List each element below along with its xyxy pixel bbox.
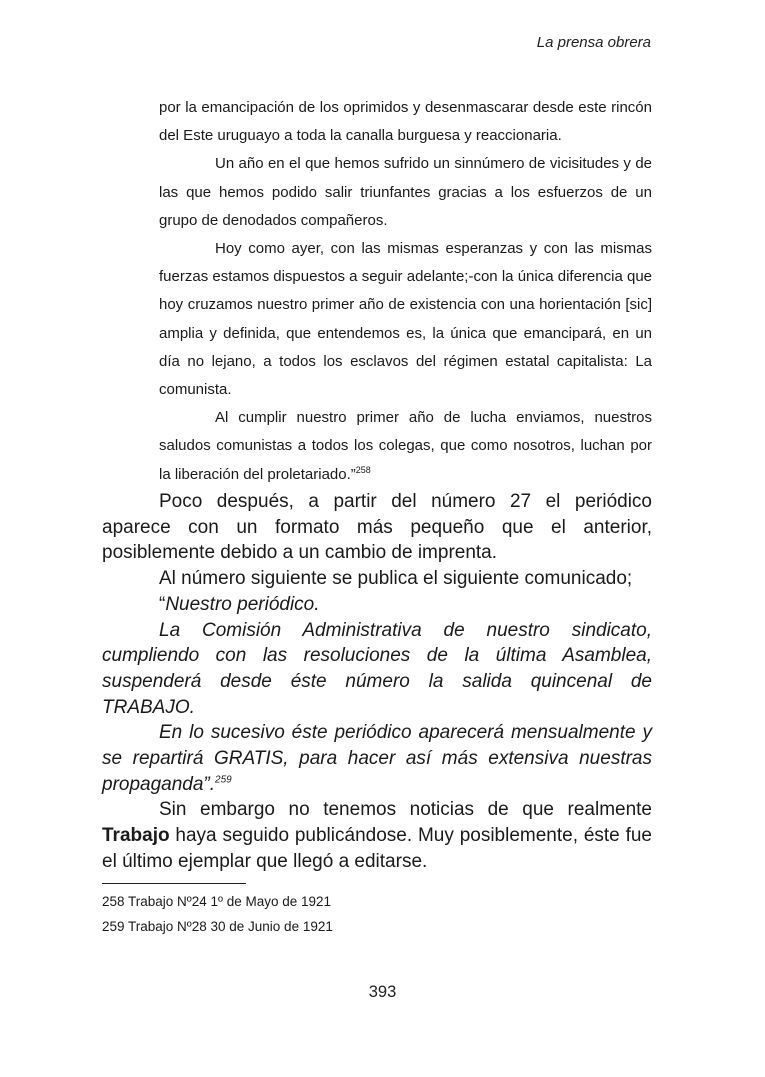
quoted-text: En lo sucesivo éste periódico aparecerá mensualmente y se repartirá GRATIS, para hacer así más extensiva nuestras propaganda”.: [102, 722, 652, 795]
body-text-start: Sin embargo no tenemos noticias de que realmente: [159, 799, 652, 821]
body-paragraph: Al número siguiente se publica el siguiente comunicado;: [159, 568, 633, 590]
quoted-title: Nuestro periódico.: [165, 593, 320, 615]
footnote-ref: 259: [215, 774, 232, 786]
quote-open-mark: “: [159, 593, 166, 615]
quote-text: Al cumplir nuestro primer año de lucha enviamos, nuestros saludos comunistas a todos los colegas, que como nosotros, luchan por la liberación del proletariado.”: [159, 409, 652, 483]
block-quote: [159, 94, 652, 489]
running-header: La prensa obrera: [536, 34, 651, 51]
quote-paragraph: Hoy como ayer, con las mismas esperanzas y con las mismas fuerzas estamos dispuestos a seguir adelante;-con la única diferencia que hoy cruzamos nuestro primer año de existencia con una horientación [sic] amplia y definida, que entendemos es, la única que emancipará, en un día no lejano, a todos los esclavos del régimen estatal capitalista: La comunista.: [159, 240, 652, 399]
footnote-ref: 258: [355, 464, 371, 475]
body-paragraph-italic: [102, 720, 652, 797]
body-text-end: haya seguido publicándose. Muy posiblemente, éste fue el último ejemplar que llegó a editarse.: [102, 825, 652, 872]
body-paragraph: Poco después, a partir del número 27 el periódico aparece con un formato más pequeño que el anterior, posiblemente debido a un cambio de imprenta.: [102, 491, 652, 564]
footnote-divider: [102, 883, 246, 884]
page-number: 393: [368, 983, 397, 1001]
footnote: 258 Trabajo Nº24 1º de Mayo de 1921: [102, 894, 332, 909]
body-paragraph: [102, 797, 652, 874]
body-paragraph: [102, 592, 652, 618]
quote-paragraph: por la emancipación de los oprimidos y desenmascarar desde este rincón del Este uruguayo a toda la canalla burguesa y reaccionaria.: [159, 99, 652, 145]
quote-paragraph: Un año en el que hemos sufrido un sinnúmero de vicisitudes y de las que hemos podido salir triunfantes gracias a los esfuerzos de un grupo de denodados compañeros.: [159, 155, 652, 229]
quote-paragraph: [159, 404, 652, 489]
newspaper-name: Trabajo: [102, 825, 170, 847]
body-paragraph-italic: La Comisión Administrativa de nuestro sindicato, cumpliendo con las resoluciones de la última Asamblea, suspenderá desde éste número la salida quincenal de TRABAJO.: [102, 619, 652, 718]
footnote: 259 Trabajo Nº28 30 de Junio de 1921: [102, 919, 333, 934]
body-text: [102, 489, 652, 875]
footnotes: [102, 889, 333, 939]
